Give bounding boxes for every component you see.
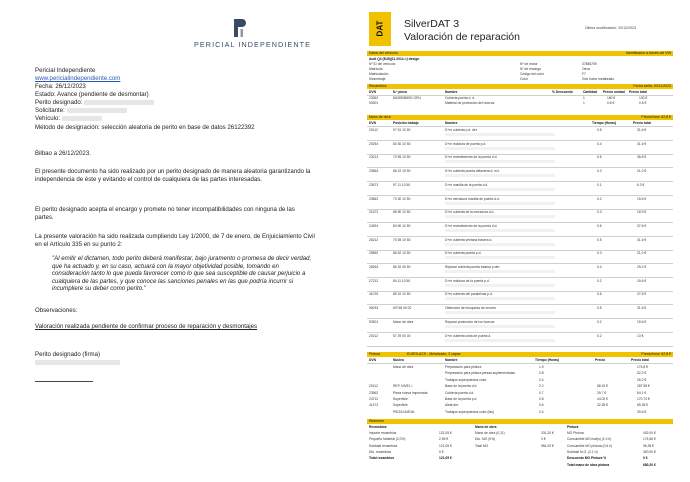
paint-cell: Superficie bbox=[393, 403, 408, 408]
labor-cell: 0.2 bbox=[597, 319, 602, 324]
labor-row-detail bbox=[445, 160, 555, 163]
parts-cell: 1 bbox=[583, 96, 585, 100]
section-summary-title: Resumen bbox=[369, 419, 384, 423]
labor-cell: D+m cerradura manilla de puerta d.d. bbox=[445, 196, 500, 201]
vehicle-id-label: Nº ID del vehículo bbox=[369, 62, 396, 66]
summary-cell: Subtotal recambios bbox=[369, 443, 398, 448]
summary-cell: 331,20 € bbox=[541, 431, 554, 435]
divider bbox=[367, 346, 673, 347]
summary-cell: 964,20 € bbox=[541, 443, 554, 448]
labor-cell: 85 10 10 50 bbox=[393, 292, 411, 297]
paint-cell: PIEZA NUEVA bbox=[393, 409, 415, 414]
parts-cell: 93301 bbox=[369, 101, 379, 105]
summary-col-labor: Mano de obra bbox=[475, 425, 497, 429]
parts-cell: 160 € bbox=[607, 96, 616, 100]
labor-cell: D+m manilla de la puerta d.d. bbox=[445, 182, 489, 187]
header-vehicle-label: Vehículo: bbox=[35, 115, 61, 122]
paint-col-total: Precio total bbox=[631, 358, 649, 362]
dat-logo-text: DAT bbox=[375, 20, 385, 37]
summary-cell: Pequeño Material (2,0%) bbox=[369, 437, 406, 442]
labor-cell: 29892 bbox=[369, 251, 379, 256]
divider bbox=[367, 140, 673, 141]
labor-cell: 31.6 € bbox=[637, 306, 647, 311]
divider bbox=[367, 195, 673, 196]
summary-cell: Subtotal M.O. (2.1 h) bbox=[567, 449, 598, 454]
paint-cell: Preparación para pintura piezas suplementarias bbox=[445, 371, 516, 376]
labor-row-detail bbox=[445, 339, 555, 342]
paint-cell: Superficie bbox=[393, 397, 408, 401]
valuation-page bbox=[345, 0, 690, 482]
labor-cell: 21.0 € bbox=[637, 169, 647, 174]
parts-cell: 0.6 € bbox=[639, 101, 647, 105]
parts-cell: 1 bbox=[583, 101, 585, 105]
labor-row-detail bbox=[445, 133, 555, 136]
summary-cell: MO Pintura bbox=[567, 431, 584, 435]
last-modified: Última modificación: 20/12/2023 bbox=[585, 26, 637, 30]
divider bbox=[367, 126, 673, 127]
paint-cell: Aleta der. bbox=[445, 403, 459, 408]
labor-cell: D+m cubierta ventana trasera d. bbox=[445, 237, 493, 242]
labor-cell: D+m revestimiento de la puerta d.d. bbox=[445, 223, 498, 228]
signature-redacted-row bbox=[35, 359, 120, 367]
labor-cell: Obtención de búsqueda de errores bbox=[445, 306, 496, 311]
summary-cell: Dto. recambios bbox=[369, 449, 392, 454]
labor-row-detail bbox=[445, 188, 555, 191]
labor-cell: D+m cubierta de la cerradura d.d. bbox=[445, 210, 495, 215]
labor-cell: D+m cubierta puerta p.d. bbox=[445, 251, 482, 256]
summary-cell: 300,00 € bbox=[643, 449, 656, 454]
section-parts-right: Fecha tarifa: 20/11/2023 bbox=[633, 84, 671, 88]
header-company: Pericial Independiente bbox=[35, 67, 96, 74]
section-vehicle-title: Datos del vehículo bbox=[369, 51, 398, 55]
paint-cell: 0.6 bbox=[539, 403, 544, 408]
order-no-label: Nº de encargo bbox=[520, 67, 541, 71]
observations-text: Valoración realizada pendiente de confirmar proceso de reparación y desmontajes bbox=[35, 323, 258, 330]
divider bbox=[367, 222, 673, 223]
section-labor bbox=[367, 115, 673, 120]
labor-row-detail bbox=[445, 174, 555, 177]
paint-cell: 0.4 bbox=[539, 409, 544, 414]
labor-cell: 23573 bbox=[369, 182, 379, 187]
section-labor-right: Precio/hora: 62,8 € bbox=[641, 115, 671, 119]
labor-cell: 70 55 10 50 bbox=[393, 155, 411, 160]
place-date: Bilbao a 26/12/2023. bbox=[35, 150, 91, 157]
paint-cell: Base de la puerta d.d. bbox=[445, 384, 478, 389]
labor-cell: 0.3 bbox=[597, 251, 602, 256]
color-value: Gris humo metalizado bbox=[582, 77, 615, 81]
paint-cell: 30.6 € bbox=[637, 409, 647, 414]
summary-cell: 0 € bbox=[439, 449, 444, 454]
summary-cell: 680,20 € bbox=[643, 462, 656, 467]
paint-cell: 0.4 bbox=[539, 377, 544, 382]
divider bbox=[367, 263, 673, 264]
labor-cell: D+m cubierta p.d. der. bbox=[445, 128, 478, 132]
labor-row-detail bbox=[445, 325, 555, 328]
labor-cell: 0.2 bbox=[597, 278, 602, 283]
law-quote: "Al emitir el dictamen, todo perito deberá manifestar, bajo juramento o promesa de decir verdad, que ha actuado y, en su caso, actuará con la mayor objetividad posible, tomando en consideración tanto lo que pueda favorecer como lo que sea susceptible de causar perjuicio a cualquiera de las partes, y que conoce las sanciones penales en las que podría incurrir si incumpliere su deber como perito." bbox=[52, 255, 312, 293]
summary-cell: 174,66 € bbox=[643, 437, 656, 442]
labor-row-detail bbox=[445, 215, 555, 218]
labor-cell: 97 51 10 50 bbox=[393, 128, 411, 132]
section-vehicle bbox=[367, 51, 673, 56]
labor-cell: 41076 bbox=[369, 292, 379, 297]
section-paint-mid: EUROLACK - Metalizado, 2 capas bbox=[407, 352, 461, 356]
section-parts-title: Recambios bbox=[369, 84, 387, 88]
summary-cell: 121,05 € bbox=[439, 431, 452, 435]
labor-cell: 23562 bbox=[369, 196, 379, 201]
labor-cell: D+m cubierta puerta delantera d. ext. bbox=[445, 169, 500, 174]
paint-cell: 20112 bbox=[369, 384, 378, 389]
summary-cell: 121,05 € bbox=[439, 443, 452, 448]
paint-cell: Preparación para pintura bbox=[445, 365, 482, 369]
labor-cell: 26212 bbox=[369, 237, 379, 242]
section-paint-title: Pintura bbox=[369, 352, 381, 356]
divider bbox=[367, 209, 673, 210]
labor-cell: 0.3 bbox=[597, 210, 602, 215]
color-code-value: F7 bbox=[582, 72, 586, 76]
labor-cell: 31.6 € bbox=[637, 128, 647, 132]
header-method: Método de designación: selección aleatoria de perito en base de datos 26122392 bbox=[35, 124, 255, 131]
paint-cell: 32.28 € bbox=[597, 403, 608, 408]
labor-cell: 0.6 bbox=[597, 155, 602, 160]
labor-cell: 0.2 bbox=[597, 333, 602, 338]
vehicle-model: Audi Q3 (8U8)(11.2014->) design bbox=[369, 57, 420, 61]
labor-cell: 0.3 bbox=[597, 169, 602, 174]
parts-cell: 23352 bbox=[369, 96, 379, 100]
parts-col-qty: Cantidad bbox=[583, 90, 598, 94]
labor-row-detail bbox=[445, 284, 555, 287]
redacted-requester-name bbox=[67, 108, 127, 113]
labor-cell: 0.4 bbox=[597, 141, 602, 146]
parts-cell: 8U0853969G GRU bbox=[393, 96, 421, 100]
signature-line bbox=[35, 381, 93, 382]
parts-col-name: Nombre bbox=[445, 90, 458, 94]
paint-col-price: Precio bbox=[595, 358, 606, 362]
paint-cell: 65.28 € bbox=[637, 403, 648, 408]
labor-cell: 25.2 € bbox=[637, 265, 647, 269]
mileage-label: Kilometraje bbox=[369, 77, 386, 81]
divider bbox=[367, 291, 673, 292]
labor-cell: 84 11 10 50 bbox=[393, 278, 411, 283]
paint-cell: Pieza nueva imprimada bbox=[393, 390, 428, 395]
labor-cell: 13 € bbox=[637, 333, 644, 338]
paint-cell: 0.8 bbox=[539, 397, 544, 401]
paint-cell: 1.9 bbox=[539, 365, 544, 369]
paint-cell: REP. NIVEL I bbox=[393, 384, 413, 389]
labor-cell: 21.0 € bbox=[637, 251, 647, 256]
labor-cell: 0.6 bbox=[597, 292, 602, 297]
paint-cell: 2.2 bbox=[539, 384, 544, 389]
labor-cell: 0.4 bbox=[597, 265, 602, 269]
paint-cell: 52.2 € bbox=[637, 371, 647, 376]
paint-cell: Base de la puerta p.d. bbox=[445, 397, 478, 401]
parts-cell: 130 € bbox=[639, 96, 648, 100]
paint-cell: 23562 bbox=[369, 390, 379, 395]
labor-cell: Reparar cubierta puerta trasera p.der. bbox=[445, 265, 501, 269]
parts-cell: Cubierta puerta d. d. bbox=[445, 96, 476, 100]
labor-col-total: Precio total bbox=[633, 121, 651, 125]
labor-col-position: Posición trabajo bbox=[393, 121, 419, 125]
header-requester bbox=[35, 107, 127, 115]
labor-cell: 31.6 € bbox=[637, 141, 647, 146]
labor-cell: 15.6 € bbox=[637, 278, 647, 283]
labor-cell: 86 22 19 50 bbox=[393, 169, 411, 174]
labor-cell: 0.1 bbox=[597, 182, 602, 187]
divider bbox=[367, 332, 673, 333]
labor-cell: 28263 bbox=[369, 265, 379, 269]
summary-cell: Dto. MO (0%) bbox=[475, 437, 496, 442]
paint-cell: 287.38 € bbox=[637, 384, 650, 389]
header-website-link[interactable]: www.pericialindependiente.com bbox=[35, 75, 121, 82]
paint-cell: 170.73 € bbox=[637, 397, 650, 401]
summary-cell: 0 € bbox=[643, 456, 648, 461]
header-expert bbox=[35, 99, 154, 107]
paint-cell: 44.02 € bbox=[597, 397, 608, 401]
color-code-label: Código del color bbox=[520, 72, 544, 76]
section-summary bbox=[367, 419, 673, 424]
paint-col-name: Nombre bbox=[445, 358, 458, 362]
paint-cell: 84.1 € bbox=[637, 390, 647, 395]
paint-cell: 58.19 € bbox=[597, 384, 608, 389]
labor-row-detail bbox=[445, 243, 555, 246]
paint-cell: 26.2 € bbox=[637, 377, 647, 382]
summary-cell: Total MO bbox=[475, 443, 489, 448]
labor-cell: 0.2 bbox=[597, 196, 602, 201]
labor-cell: 84 90 10 50 bbox=[393, 223, 411, 228]
parts-cell: 0.6 € bbox=[607, 101, 615, 105]
labor-cell: 6.3 € bbox=[637, 182, 645, 187]
labor-cell: D+m cubierta del parabrisas p.d. bbox=[445, 292, 493, 297]
labor-cell: 97 11 10 50 bbox=[393, 182, 411, 187]
summary-cell: Consumible MO mat(s) (1.0 h) bbox=[567, 437, 612, 442]
labor-cell: 0.6 bbox=[597, 223, 602, 228]
labor-cell: Mano de obra bbox=[393, 319, 414, 324]
divider bbox=[367, 304, 673, 305]
labor-row-detail bbox=[445, 202, 555, 205]
labor-cell: 0.5 bbox=[597, 128, 602, 132]
divider bbox=[367, 154, 673, 155]
labor-cell: 20112 bbox=[369, 333, 378, 338]
labor-col-name: Nombre bbox=[445, 121, 458, 125]
parts-col-dvn: DVN bbox=[369, 90, 376, 94]
app-title: SilverDAT 3 bbox=[404, 18, 460, 30]
summary-col-parts: Recambios bbox=[369, 425, 387, 429]
paint-cell: Mano de obra bbox=[393, 365, 414, 369]
labor-cell: D+m cubierta cinta de puerta d. bbox=[445, 333, 492, 338]
paint-cell: 174.8 € bbox=[637, 365, 648, 369]
paint-col-level: Núcleo bbox=[393, 358, 404, 362]
labor-cell: 31.6 € bbox=[637, 237, 647, 242]
section-vehicle-right: Identificador a través del VIN bbox=[626, 51, 671, 55]
dat-logo bbox=[369, 12, 391, 46]
paint-cell: Cubierta puerta d.d. bbox=[445, 390, 475, 395]
parts-col-unit: Precio unidad bbox=[603, 90, 625, 94]
labor-cell: 0.5 bbox=[597, 237, 602, 242]
summary-cell: 96,35 € bbox=[643, 443, 654, 448]
paint-cell: 41472 bbox=[369, 403, 379, 408]
labor-row-detail bbox=[445, 311, 555, 314]
labor-row-detail bbox=[445, 147, 555, 150]
color-label: Color bbox=[520, 77, 528, 81]
parts-col-part: N.º pieza bbox=[393, 90, 407, 94]
header-expert-label: Perito designado: bbox=[35, 99, 83, 106]
labor-cell: 70 35 10 50 bbox=[393, 237, 411, 242]
labor-cell: 37.6 € bbox=[637, 292, 647, 297]
labor-row-detail bbox=[445, 297, 555, 300]
labor-cell: 86 90 10 50 bbox=[393, 210, 411, 215]
labor-cell: 20112 bbox=[369, 128, 378, 132]
labor-cell: D+m moldura de puerta p.d. bbox=[445, 141, 487, 146]
registration-label: Matriculación bbox=[369, 72, 389, 76]
labor-cell: 21572 bbox=[369, 210, 379, 215]
order-no-value: Otros bbox=[582, 67, 591, 71]
parts-cell: Material de protección del huecos bbox=[445, 101, 495, 105]
paragraph-independence: El presente documento ha sido realizado por un perito designado de manera aleatoria garantizando la independencia de éste y evitando el control de cualquiera de las partes interesadas. bbox=[35, 168, 311, 183]
header-status: Estado: Avance (pendiente de desmontar) bbox=[35, 91, 149, 98]
labor-cell: 27212 bbox=[369, 278, 379, 283]
labor-cell: 0.5 bbox=[597, 306, 602, 311]
summary-cell: Importe recambios bbox=[369, 431, 397, 435]
summary-cell: 0 € bbox=[541, 437, 546, 442]
divider bbox=[367, 363, 673, 364]
labor-cell: 86 62 10 50 bbox=[393, 251, 411, 256]
parts-col-discount: % Descuento bbox=[552, 90, 573, 94]
summary-col-paint: Pintura bbox=[567, 425, 579, 429]
engine-no-label: Nº de motor bbox=[520, 62, 538, 66]
paint-col-dvn: DVN bbox=[369, 358, 376, 362]
parts-col-total: Precio total bbox=[629, 90, 647, 94]
summary-cell: Descuento MO Pintura % bbox=[567, 456, 607, 461]
redacted-expert-name bbox=[84, 100, 154, 105]
section-paint bbox=[367, 352, 673, 357]
paint-cell: 24712 bbox=[369, 397, 379, 401]
labor-cell: 23213 bbox=[369, 155, 379, 160]
labor-cell: 37.6 € bbox=[637, 223, 647, 228]
labor-cell: D+m moldura de la puerta p.d. bbox=[445, 278, 490, 283]
section-labor-title: Mano de obra bbox=[369, 115, 391, 119]
paragraph-law: La presente valoración ha sido realizada cumpliendo Ley 1/2000, de 7 de enero, de Enjuiciamiento Civil en el Artículo 335 en su punto 2: bbox=[35, 233, 315, 248]
labor-row-detail bbox=[445, 229, 555, 232]
summary-cell: 2,55 € bbox=[439, 437, 449, 442]
paint-cell: 29.7 € bbox=[597, 390, 607, 395]
labor-cell: 36.8 € bbox=[637, 155, 647, 160]
labor-cell: 20254 bbox=[369, 141, 379, 146]
header-date: Fecha: 26/12/2023 bbox=[35, 83, 86, 90]
engine-no-value: 37885759 bbox=[582, 62, 597, 66]
document-title: Valoración de reparación bbox=[404, 31, 520, 43]
header-vehicle bbox=[35, 115, 102, 123]
paint-cell: Trabajos superpuestos color (fas) bbox=[445, 409, 494, 414]
labor-col-time: Tiempo (Horas) bbox=[592, 121, 617, 125]
observations-label: Observaciones: bbox=[35, 307, 78, 314]
labor-cell: 15.6 € bbox=[637, 319, 647, 324]
paint-cell: Trabajos superpuestos color bbox=[445, 377, 487, 382]
paint-cell: 0.8 bbox=[539, 371, 544, 376]
labor-cell: 83 30 10 50 bbox=[393, 141, 411, 146]
labor-cell: 86 32 49 50 bbox=[393, 265, 411, 269]
labor-cell: KR 58 00 00 bbox=[393, 306, 412, 311]
labor-cell: 93301 bbox=[369, 319, 379, 324]
company-logo bbox=[194, 18, 314, 48]
paragraph-acceptance: El perito designado acepta el encargo y promete no tener incompatibilidades con ninguna de las partes. bbox=[35, 206, 295, 221]
section-paint-right: Precio/hora: 62,8 € bbox=[641, 352, 671, 356]
signature-label: Perito designado (firma) bbox=[35, 351, 101, 358]
divider bbox=[367, 167, 673, 168]
paint-cell: 0.7 bbox=[539, 390, 544, 395]
section-parts bbox=[367, 84, 673, 89]
logo-mark-icon bbox=[232, 18, 246, 38]
labor-row-detail bbox=[445, 256, 555, 259]
summary-cell: 121,05 € bbox=[439, 456, 452, 461]
summary-cell: Total mano de obra pintura bbox=[567, 462, 610, 467]
labor-cell: 23563 bbox=[369, 169, 379, 174]
labor-cell: 15.6 € bbox=[637, 196, 647, 201]
paint-col-time: Tiempo (Horas) bbox=[535, 358, 560, 362]
divider bbox=[367, 250, 673, 251]
labor-cell: 73 30 10 50 bbox=[393, 196, 411, 201]
redacted-signature bbox=[35, 360, 120, 365]
header-requester-label: Solicitante: bbox=[35, 107, 65, 114]
redacted-vehicle bbox=[62, 116, 102, 121]
labor-row-detail bbox=[445, 270, 555, 273]
summary-cell: Consumible MO pintura (0.6 h) bbox=[567, 443, 613, 448]
labor-cell: Reparar protección de los huecos bbox=[445, 319, 495, 324]
labor-col-dvn: DVN bbox=[369, 121, 376, 125]
labor-cell: 57 29 00 00 bbox=[393, 333, 411, 338]
labor-cell: 24254 bbox=[369, 223, 379, 228]
logo-text: PERICIAL INDEPENDIENTE bbox=[194, 40, 311, 49]
labor-cell: D+m revestimiento de la puerta d.d. bbox=[445, 155, 498, 160]
divider bbox=[367, 236, 673, 237]
divider bbox=[367, 277, 673, 278]
labor-cell: 90033 bbox=[369, 306, 379, 311]
labor-cell: 18.9 € bbox=[637, 210, 647, 215]
summary-cell: Total recambios bbox=[369, 456, 395, 461]
divider bbox=[367, 181, 673, 182]
summary-cell: 402,00 € bbox=[643, 431, 656, 435]
summary-cell: Mano de obra (0,11) bbox=[475, 431, 505, 435]
plate-label: Matrícula bbox=[369, 67, 383, 71]
